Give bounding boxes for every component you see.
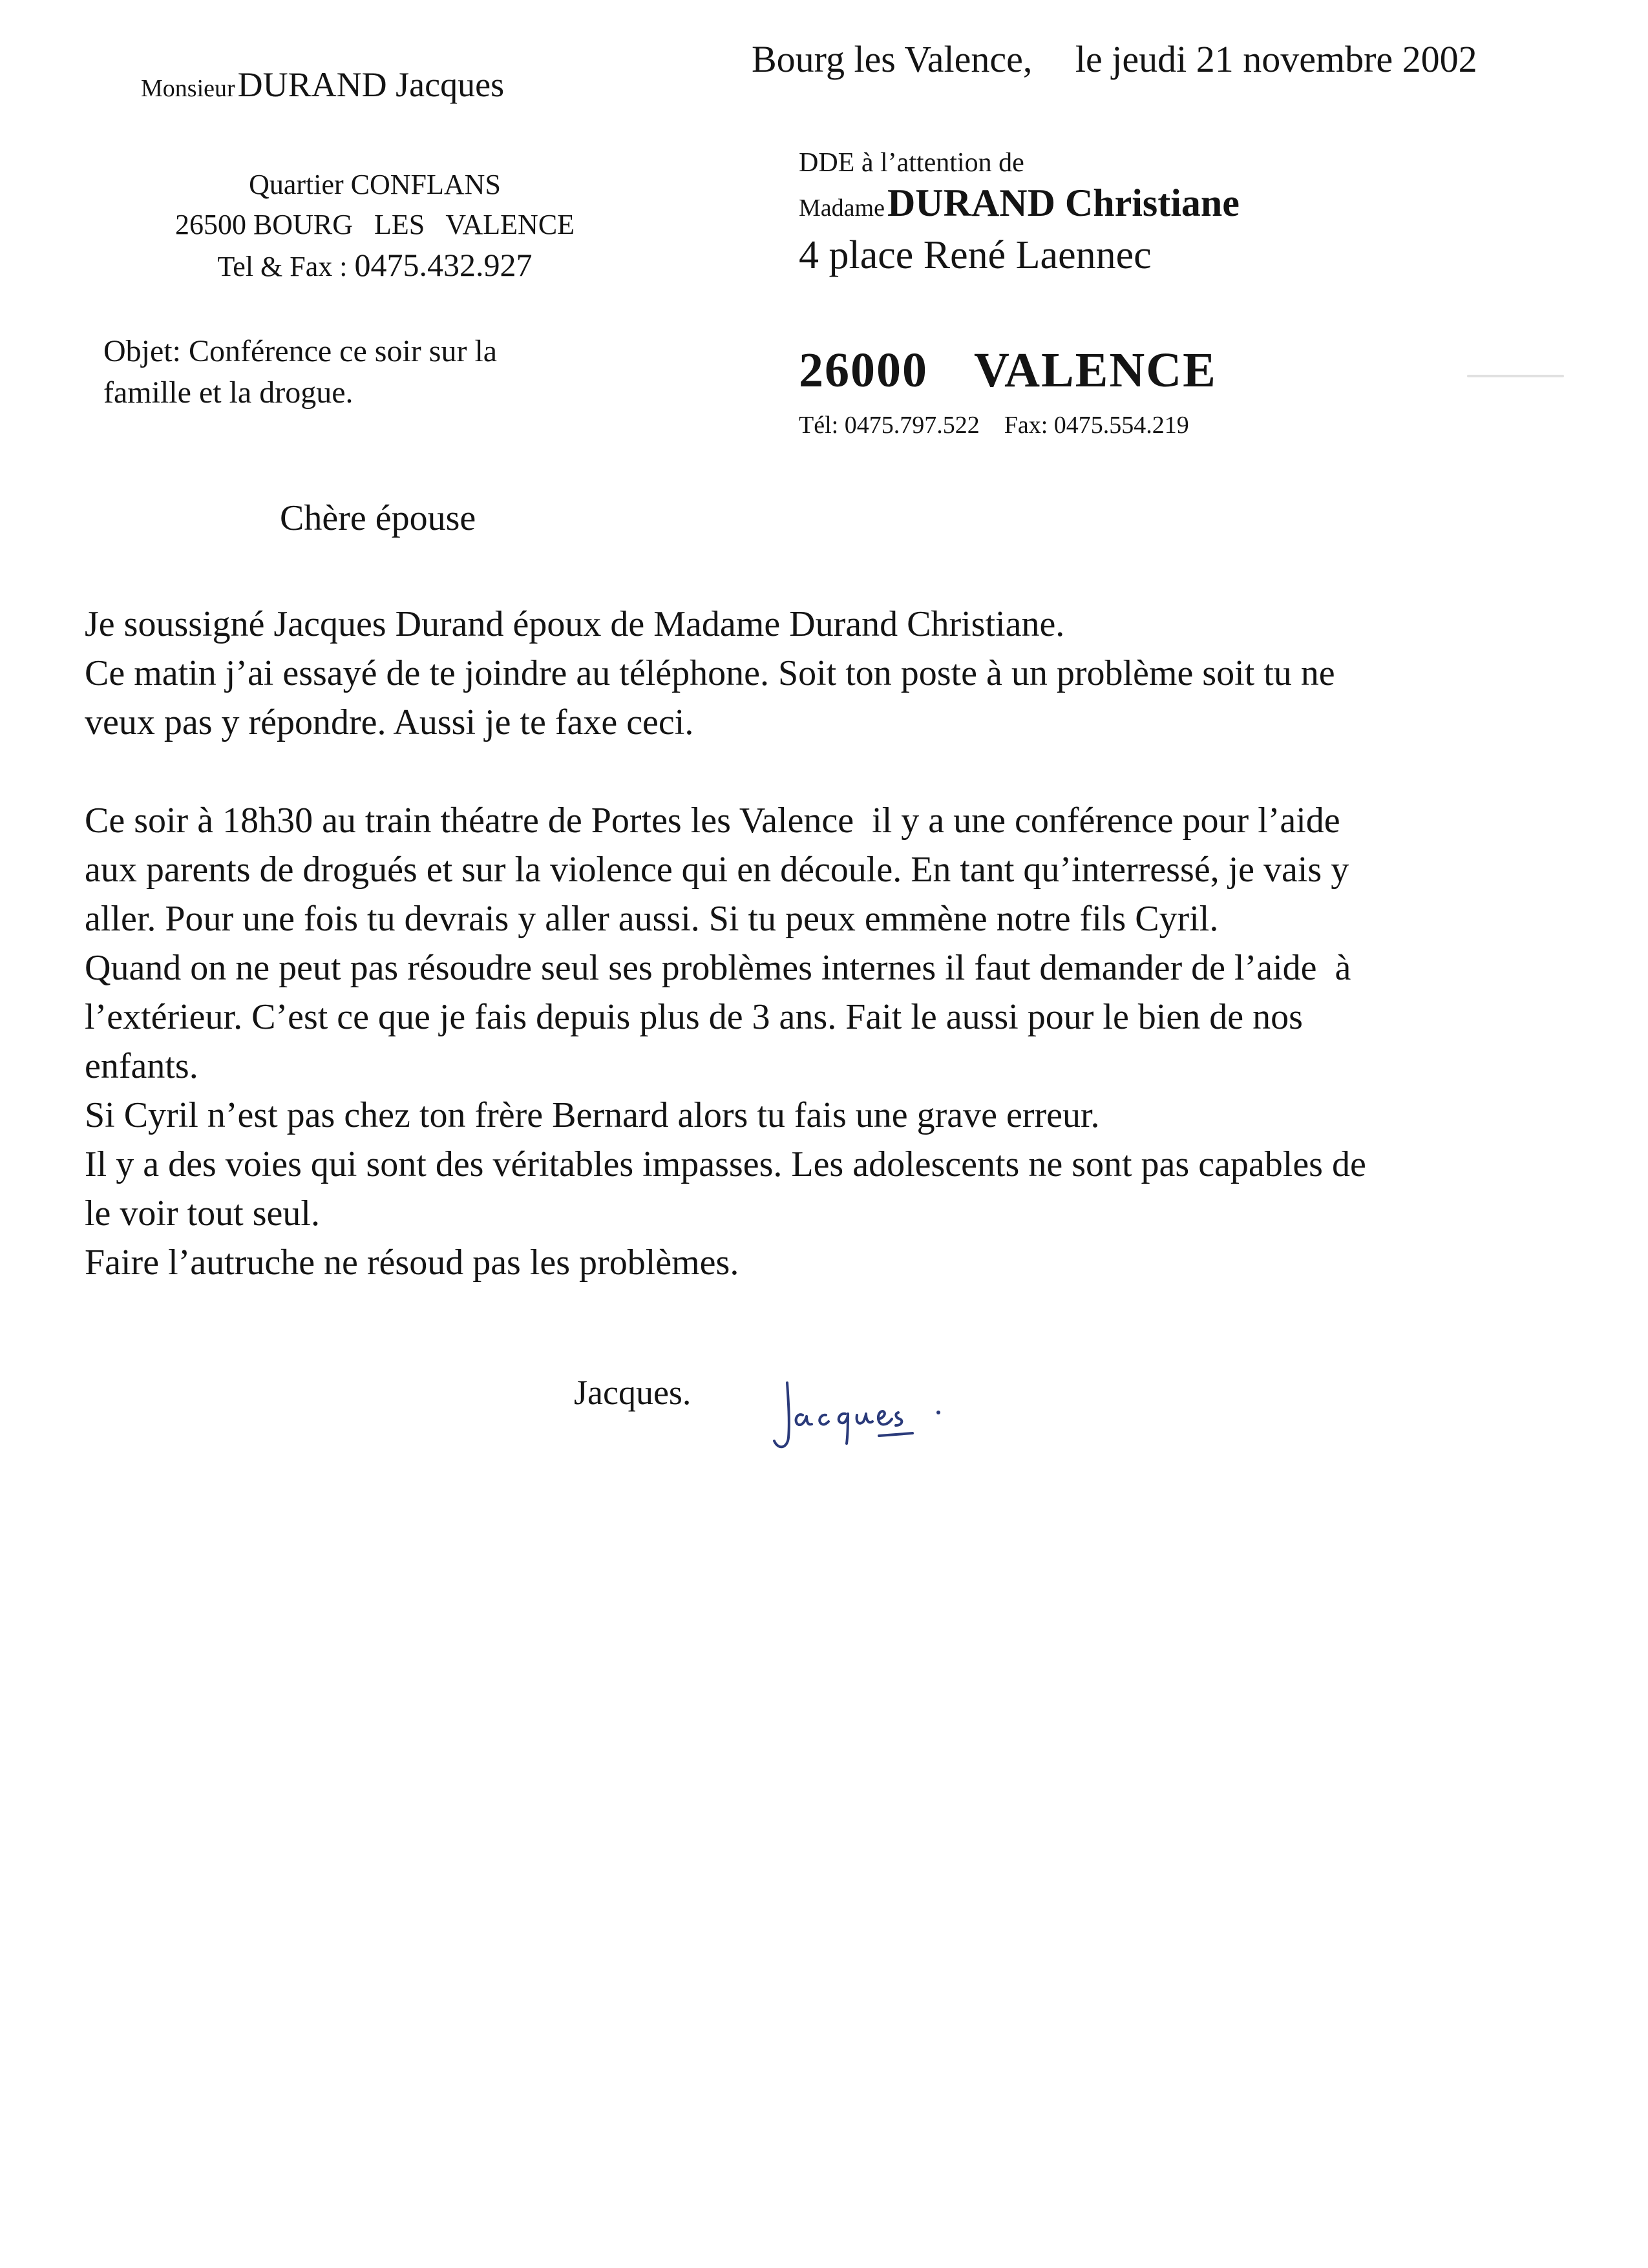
closing: Jacques. (574, 1373, 692, 1412)
body-line: veux pas y répondre. Aussi je te faxe ceci. (85, 702, 694, 742)
object-line2: famille et la drogue. (103, 375, 354, 410)
body-line: enfants. (85, 1046, 198, 1086)
handwritten-signature (769, 1376, 1041, 1464)
scan-mark (1467, 375, 1564, 377)
body-line: Ce matin j’ai essayé de te joindre au téléphone. Soit ton poste à un problème soit tu ne (85, 653, 1335, 693)
sender-address-line1: Quartier CONFLANS (249, 169, 501, 200)
body-line: Si Cyril n’est pas chez ton frère Bernard alors tu fais une grave erreur. (85, 1095, 1100, 1135)
sender-name: DURAND Jacques (237, 65, 505, 104)
recipient-name: DURAND Christiane (887, 182, 1240, 224)
sender-phone-label: Tel & Fax : (217, 251, 348, 282)
recipient-city: VALENCE (974, 343, 1217, 397)
date-text: le jeudi 21 novembre 2002 (1075, 38, 1477, 80)
recipient-street: 4 place René Laennec (799, 233, 1152, 277)
body-line: Je soussigné Jacques Durand époux de Madame Durand Christiane. (85, 604, 1065, 644)
body-line: aux parents de drogués et sur la violence qui en découle. En tant qu’interressé, je vais y (85, 850, 1349, 890)
letter-body (85, 600, 1590, 1287)
date-line (752, 37, 1477, 81)
sender-address (129, 165, 620, 287)
sender-heading (141, 65, 504, 105)
signature-drawing (769, 1376, 1041, 1460)
sender-title: Monsieur (141, 75, 235, 102)
body-line: le voir tout seul. (85, 1193, 320, 1234)
body-line: Quand on ne peut pas résoudre seul ses problèmes internes il faut demander de l’aide à (85, 948, 1351, 988)
recipient-city-line (799, 342, 1217, 399)
salutation: Chère épouse (280, 498, 476, 538)
date-place: Bourg les Valence, (752, 38, 1033, 80)
body-line: aller. Pour une fois tu devrais y aller aussi. Si tu peux emmène notre fils Cyril. (85, 899, 1219, 939)
recipient-contacts: Tél: 0475.797.522 Fax: 0475.554.219 (799, 412, 1189, 439)
object-line1: Objet: Conférence ce soir sur la (103, 334, 498, 368)
recipient-postcode: 26000 (799, 343, 928, 397)
body-line: Faire l’autruche ne résoud pas les problèmes. (85, 1243, 739, 1283)
paragraph-gap (85, 747, 1590, 796)
recipient-attention: DDE à l’attention de (799, 148, 1024, 178)
body-line: Ce soir à 18h30 au train théatre de Portes les Valence il y a une conférence pour l’aide (85, 801, 1340, 841)
body-line: Il y a des voies qui sont des véritables impasses. Les adolescents ne sont pas capables de (85, 1144, 1366, 1184)
recipient-title: Madame (799, 194, 885, 222)
body-line: l’extérieur. C’est ce que je fais depuis plus de 3 ans. Fait le aussi pour le bien de nos (85, 997, 1303, 1037)
sender-phone: 0475.432.927 (354, 247, 533, 283)
object-block (103, 331, 633, 414)
recipient-heading (799, 181, 1240, 226)
sender-address-line2: 26500 BOURG LES VALENCE (174, 209, 575, 240)
sender-phone-line (129, 245, 620, 287)
